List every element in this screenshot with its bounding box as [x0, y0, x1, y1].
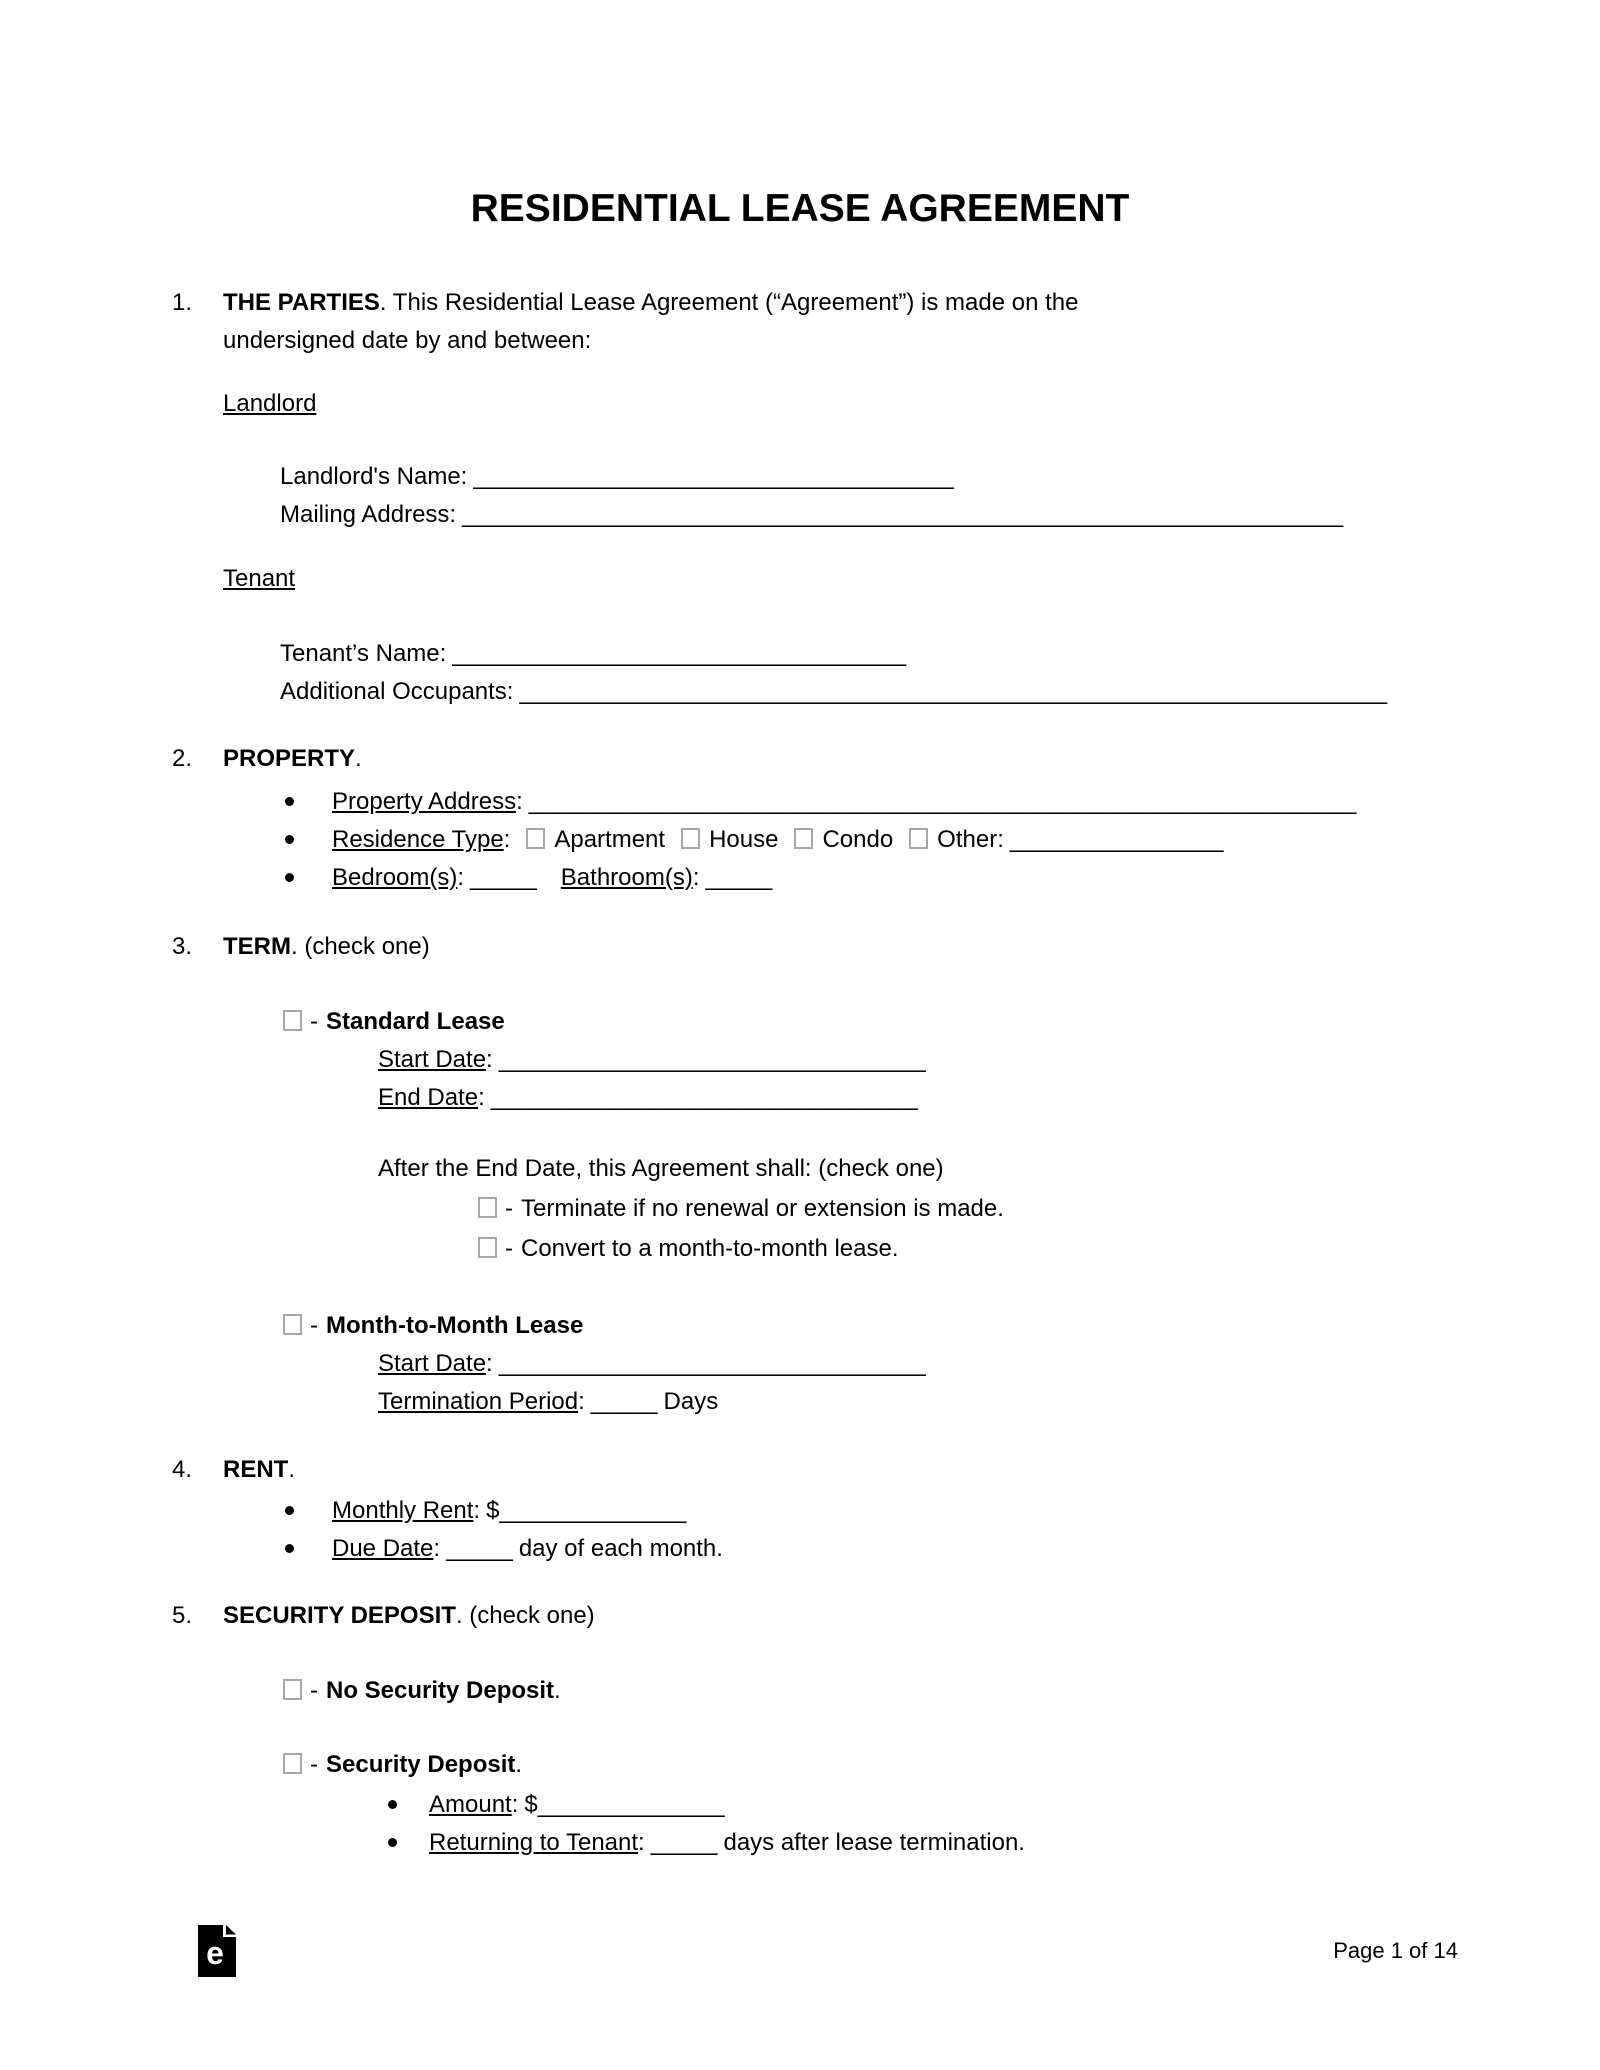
no-security-deposit-row: - No Security Deposit.: [0, 1672, 1600, 1710]
section-deposit-heading: [0, 1597, 1600, 1635]
standard-lease-checkbox[interactable]: [283, 1010, 302, 1031]
other-option-label: Other:: [937, 826, 1004, 853]
bathroom-label: Bathroom(s): [560, 864, 693, 891]
section-number: 3.: [172, 933, 193, 960]
eforms-logo-icon: [198, 1925, 236, 1977]
section-rent-heading: [0, 1451, 1600, 1489]
start-date-field[interactable]: ________________________________: [498, 1046, 926, 1073]
mailing-address-row: [0, 496, 1600, 534]
mailing-address-field[interactable]: __________________________________________________________________: [462, 501, 1344, 528]
tenant-name-row: [0, 635, 1600, 673]
section-rent-title-wrap: [223, 1451, 1600, 1489]
monthly-rent-field[interactable]: ______________: [499, 1497, 687, 1524]
property-address-label: Property Address: [332, 788, 517, 815]
terminate-option-text: Terminate if no renewal or extension is made.: [521, 1195, 1004, 1222]
landlord-name-row: [0, 458, 1600, 496]
section-deposit-title-wrap: [223, 1597, 1600, 1635]
bullet-icon: [285, 821, 332, 859]
section-term-title: TERM: [223, 933, 291, 960]
standard-end-row: End Date: ________________________________: [378, 1084, 918, 1111]
house-checkbox[interactable]: [681, 828, 700, 849]
deposit-amount-field[interactable]: ______________: [537, 1791, 725, 1818]
section-number: 4.: [172, 1456, 193, 1483]
tenant-subheading: Tenant: [223, 565, 296, 592]
bullet-icon: [285, 859, 332, 897]
returning-label: Returning to Tenant: [429, 1829, 639, 1856]
terminate-option-row: - Terminate if no renewal or extension is made.: [0, 1190, 1600, 1228]
term-heading-rest: . (check one): [291, 933, 430, 960]
end-date-label: End Date: [378, 1084, 479, 1111]
no-security-deposit-checkbox[interactable]: [283, 1679, 302, 1700]
tenant-name-label: Tenant’s Name:: [280, 640, 447, 667]
convert-option-row: - Convert to a month-to-month lease.: [0, 1230, 1600, 1268]
standard-lease-label: Standard Lease: [326, 1008, 505, 1035]
termination-period-after: Days: [663, 1388, 719, 1415]
tenant-name-field[interactable]: __________________________________: [452, 640, 907, 667]
section-number: 5.: [172, 1602, 193, 1629]
condo-option-label: Condo: [822, 826, 894, 853]
standard-lease-row: - Standard Lease: [0, 1003, 1600, 1041]
monthly-rent-row: Monthly Rent: $______________: [0, 1492, 1600, 1530]
deposit-amount-row: Amount: $______________: [0, 1786, 1600, 1824]
bathroom-field[interactable]: _____: [705, 864, 773, 891]
period: .: [355, 745, 362, 772]
bedroom-field[interactable]: _____: [470, 864, 537, 891]
bullet-icon: [285, 1492, 332, 1530]
house-option-label: House: [709, 826, 779, 853]
m2m-start-row: Start Date: ________________________________: [378, 1350, 926, 1377]
bedroom-label: Bedroom(s): [332, 864, 458, 891]
bullet-icon: [285, 1530, 332, 1568]
convert-option-text: Convert to a month-to-month lease.: [521, 1235, 899, 1262]
other-field[interactable]: ________________: [1009, 826, 1224, 853]
section-number: 1.: [172, 289, 193, 316]
due-date-after: day of each month.: [518, 1535, 723, 1562]
other-checkbox[interactable]: [909, 828, 928, 849]
section-property-title: PROPERTY: [223, 745, 356, 772]
parties-intro-rest: . This Residential Lease Agreement (“Agreement”) is made on the: [379, 289, 1079, 316]
returning-field[interactable]: _____: [650, 1829, 718, 1856]
returning-after: days after lease termination.: [723, 1829, 1025, 1856]
page-title: RESIDENTIAL LEASE AGREEMENT: [470, 187, 1130, 230]
standard-start-row: Start Date: ________________________________: [378, 1046, 926, 1073]
landlord-name-label: Landlord's Name:: [280, 463, 468, 490]
mailing-address-label: Mailing Address:: [280, 501, 457, 528]
convert-checkbox[interactable]: [478, 1237, 497, 1258]
month-to-month-row: - Month-to-Month Lease: [0, 1307, 1600, 1345]
residence-type-label: Residence Type: [332, 826, 504, 853]
termination-period-row: Termination Period: _____ Days: [378, 1388, 719, 1415]
landlord-subheading-row: [0, 385, 1600, 423]
termination-period-label: Termination Period: [378, 1388, 579, 1415]
security-deposit-row: - Security Deposit.: [0, 1746, 1600, 1784]
period: .: [515, 1751, 523, 1778]
due-date-label: Due Date: [332, 1535, 434, 1562]
apartment-checkbox[interactable]: [526, 828, 545, 849]
section-parties-heading: [0, 284, 1600, 360]
m2m-start-date-label: Start Date: [378, 1350, 487, 1377]
tenant-subheading-row: [0, 560, 1600, 598]
section-property-heading: [0, 740, 1600, 778]
condo-checkbox[interactable]: [794, 828, 813, 849]
section-term-heading: [0, 928, 1600, 966]
due-date-field[interactable]: _____: [446, 1535, 513, 1562]
property-address-field[interactable]: ______________________________________________________________: [528, 788, 1357, 815]
property-address-row: Property Address: ______________________________________________________________: [0, 783, 1600, 821]
bedroom-bathroom-row: Bedroom(s): _____ Bathroom(s): _____: [0, 859, 1600, 897]
after-end-date-row: [0, 1150, 1600, 1188]
landlord-name-field[interactable]: ____________________________________: [473, 463, 954, 490]
section-number: 2.: [172, 745, 193, 772]
section-parties-intro: [223, 284, 1600, 360]
dollar-sign: $: [486, 1497, 500, 1524]
termination-period-field[interactable]: _____: [590, 1388, 658, 1415]
occupants-field[interactable]: _________________________________________________________________: [519, 678, 1388, 705]
deposit-amount-label: Amount: [429, 1791, 512, 1818]
terminate-checkbox[interactable]: [478, 1197, 497, 1218]
landlord-subheading: Landlord: [223, 390, 317, 417]
month-to-month-checkbox[interactable]: [283, 1314, 302, 1335]
after-end-date-text: After the End Date, this Agreement shall: (check one): [378, 1155, 944, 1182]
apartment-option-label: Apartment: [554, 826, 666, 853]
dollar-sign: $: [524, 1791, 538, 1818]
bullet-icon: [388, 1786, 429, 1824]
occupants-label: Additional Occupants:: [280, 678, 514, 705]
period: .: [554, 1677, 561, 1704]
security-deposit-label: Security Deposit: [326, 1751, 516, 1778]
section-deposit-title: SECURITY DEPOSIT: [223, 1602, 456, 1629]
end-date-field[interactable]: ________________________________: [490, 1084, 918, 1111]
due-date-row: Due Date: _____ day of each month.: [0, 1530, 1600, 1568]
no-security-deposit-label: No Security Deposit: [326, 1677, 555, 1704]
section-parties-title: THE PARTIES: [223, 289, 380, 316]
section-rent-title: RENT: [223, 1456, 289, 1483]
start-date-label: Start Date: [378, 1046, 487, 1073]
month-to-month-label: Month-to-Month Lease: [326, 1312, 584, 1339]
monthly-rent-label: Monthly Rent: [332, 1497, 474, 1524]
svg-text:e: e: [206, 1935, 224, 1971]
bullet-icon: [388, 1824, 429, 1862]
residence-type-row: Residence Type: Apartment House Condo Other: ________________: [0, 821, 1600, 859]
bullet-icon: [285, 783, 332, 821]
returning-row: Returning to Tenant: _____ days after lease termination.: [0, 1824, 1600, 1862]
occupants-row: [0, 673, 1600, 711]
section-term-title-wrap: [223, 928, 1600, 966]
parties-intro-line2: undersigned date by and between:: [223, 327, 592, 354]
deposit-heading-rest: . (check one): [455, 1602, 595, 1629]
section-property-title-wrap: [223, 740, 1600, 778]
security-deposit-checkbox[interactable]: [283, 1753, 302, 1774]
page-number: Page 1 of 14: [1333, 1938, 1458, 1963]
m2m-start-date-field[interactable]: ________________________________: [498, 1350, 926, 1377]
period: .: [288, 1456, 296, 1483]
